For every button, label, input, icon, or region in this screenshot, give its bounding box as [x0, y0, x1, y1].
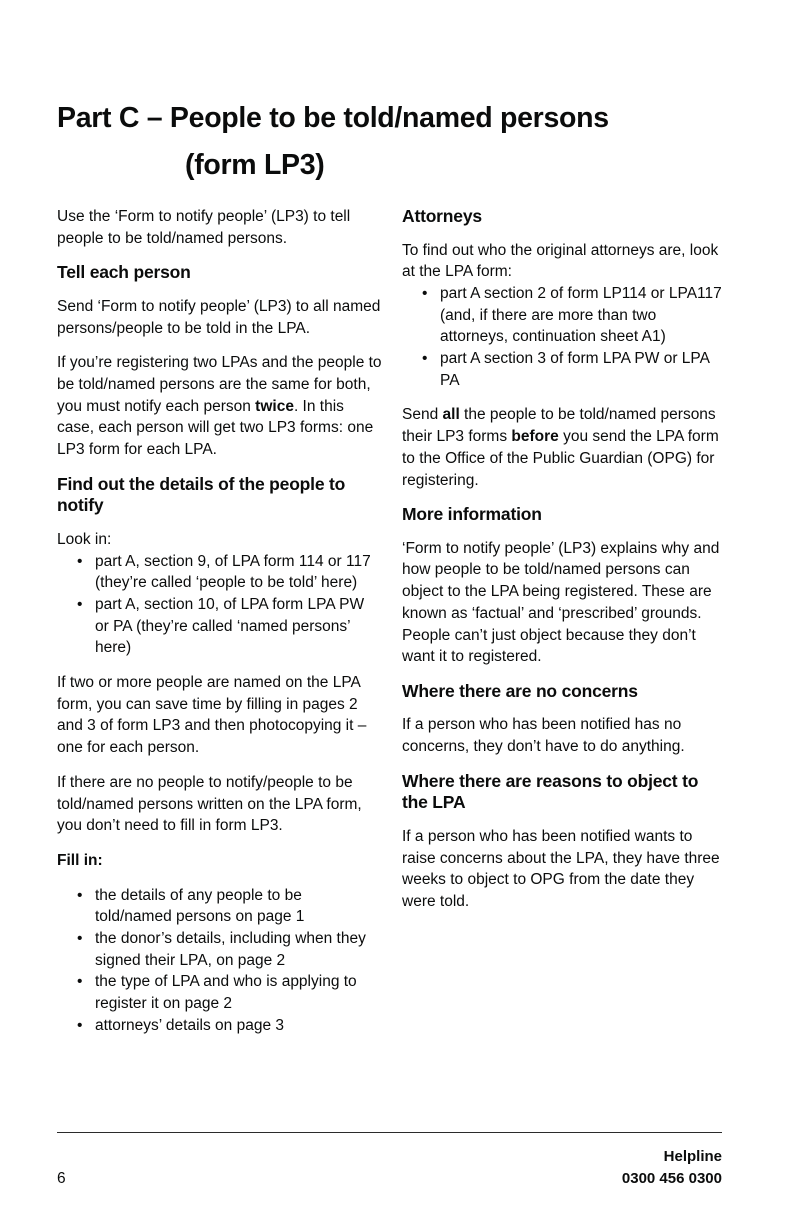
bullet-text [95, 971, 382, 1014]
helpline-label: Helpline [663, 1148, 722, 1165]
bullet-item [57, 971, 382, 1014]
paragraph [402, 240, 722, 283]
paragraph [57, 529, 382, 551]
page-title-line2: (form LP3) [185, 149, 325, 181]
section-heading: Attorneys [402, 206, 482, 226]
bullet-glyph: • [422, 350, 428, 368]
bullet-list [57, 885, 382, 1037]
helpline-block [622, 1146, 722, 1190]
text-segment: part A section 2 of form LP114 or LPA117 (and, if there are more than two attorneys, continuation sheet A1) [440, 284, 722, 346]
text-segment: part A, section 9, of LPA form 114 or 117 (they’re called ‘people to be told’ here) [95, 552, 371, 592]
bullet-glyph: • [77, 930, 83, 948]
paragraph [57, 352, 382, 461]
text-segment: If you’re registering two LPAs and the people to be told/named persons are the same for both, you must notify each person [57, 354, 382, 415]
left-column [57, 206, 382, 1050]
bullet-glyph: • [77, 886, 83, 904]
document-page [0, 95, 800, 1050]
bullet-glyph: • [77, 552, 83, 570]
paragraph [57, 672, 382, 759]
bold-text-segment: before [511, 428, 559, 446]
bullet-item [57, 551, 382, 594]
bullet-text [95, 551, 382, 594]
bullet-glyph: • [77, 595, 83, 613]
bullet-item [57, 885, 382, 928]
page-footer [57, 1132, 722, 1190]
bullet-text [95, 594, 382, 659]
bullet-item [57, 928, 382, 971]
text-segment: If there are no people to notify/people to be told/named persons written on the LPA form, you don’t need to fill in form LP3. [57, 773, 362, 835]
paragraph [57, 296, 382, 339]
helpline-number: 0300 456 0300 [621, 1170, 722, 1187]
page-title-line1: Part C – People to be told/named persons [57, 102, 609, 134]
paragraph [402, 538, 722, 668]
bullet-text [95, 1015, 382, 1037]
text-segment: To find out who the original attorneys are, look at the LPA form: [402, 241, 719, 281]
text-segment: the people to be told/named persons their LP3 forms [402, 406, 716, 446]
section-heading: Where there are no concerns [402, 680, 638, 701]
footer-row [57, 1146, 722, 1190]
bullet-glyph: • [77, 1016, 83, 1034]
text-segment: . In this case, each person will get two LP3 forms: one LP3 form for each LPA. [57, 397, 374, 459]
paragraph [402, 404, 722, 491]
bullet-list [57, 551, 382, 660]
bullet-list [402, 283, 722, 392]
text-segment: Send ‘Form to notify people’ (LP3) to all named persons/people to be told in the LPA. [57, 297, 381, 337]
text-segment: you send the LPA form to the Office of the Public Guardian (OPG) for registering. [402, 428, 719, 489]
paragraph [402, 826, 722, 913]
right-column [402, 206, 722, 1050]
section-heading: Where there are reasons to object to the LPA [402, 770, 699, 813]
text-segment: Use the ‘Form to notify people’ (LP3) to tell people to be told/named persons. [57, 208, 351, 247]
text-segment: the type of LPA and who is applying to register it on page 2 [95, 973, 357, 1013]
bullet-text [440, 348, 722, 391]
paragraph [57, 206, 382, 249]
paragraph [402, 714, 722, 757]
bold-label: Fill in: [57, 851, 103, 869]
text-segment: Look in: [57, 530, 112, 548]
bullet-glyph: • [422, 284, 428, 302]
section-heading: More information [402, 504, 542, 525]
bullet-item [402, 283, 722, 348]
text-segment: part A section 3 of form LPA PW or LPA PA [440, 350, 710, 389]
bullet-item [57, 1015, 382, 1037]
footer-divider [57, 1132, 722, 1133]
bullet-text [440, 283, 722, 348]
bullet-glyph: • [77, 973, 83, 991]
paragraph [57, 772, 382, 837]
text-segment: attorneys’ details on page 3 [95, 1016, 284, 1034]
bold-text-segment: all [442, 406, 460, 424]
text-segment: If a person who has been notified wants to raise concerns about the LPA, they have three weeks to object to OPG from the date they were told. [402, 827, 720, 910]
text-segment: part A, section 10, of LPA form LPA PW or PA (they’re called ‘named persons’ here) [95, 595, 365, 657]
section-heading: Tell each person [57, 262, 191, 283]
text-segment: ‘Form to notify people’ (LP3) explains why and how people to be told/named persons can object to the LPA being registered. These are known as ‘factual’ and ‘prescribed’ grounds. People can’t just object because they don’t want it to registered. [402, 539, 720, 666]
bold-text-segment: twice [255, 397, 294, 415]
bullet-text [95, 928, 382, 971]
bullet-text [95, 885, 382, 928]
text-segment: Send [402, 406, 443, 424]
bullet-item [57, 594, 382, 659]
page-title [57, 95, 722, 189]
section-heading: Find out the details of the people to notify [57, 473, 346, 516]
text-segment: If a person who has been notified has no concerns, they don’t have to do anything. [402, 716, 685, 756]
text-segment: If two or more people are named on the LPA form, you can save time by filling in pages 2 and 3 of form LP3 and then photocopying it – one for each person. [57, 674, 367, 757]
text-segment: the details of any people to be told/named persons on page 1 [95, 886, 305, 926]
two-column-body [57, 206, 722, 1050]
text-segment: the donor’s details, including when they signed their LPA, on page 2 [95, 930, 366, 969]
page-number: 6 [57, 1170, 66, 1187]
bullet-item [402, 348, 722, 391]
